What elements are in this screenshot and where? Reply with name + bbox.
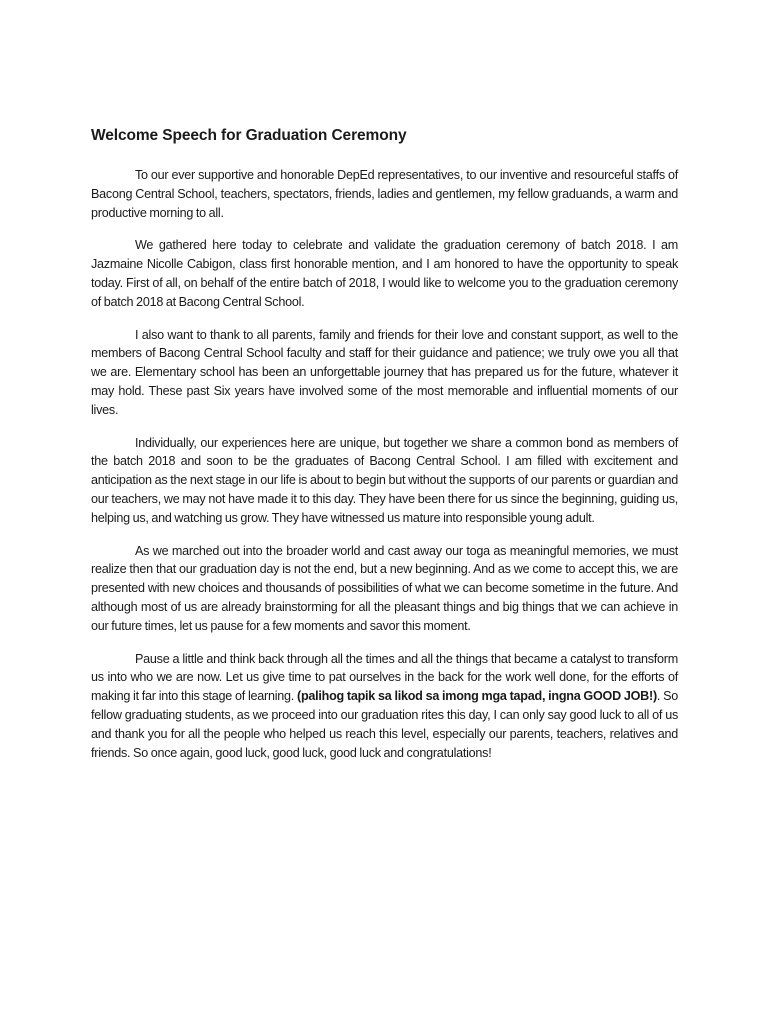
paragraph-closing [91, 650, 678, 763]
document-content [91, 126, 678, 776]
paragraph-new-beginning: As we marched out into the broader world and cast away our toga as meaningful memories, we must realize then that our graduation day is not the end, but a new beginning. And as we come to accept this, we are presented with new choices and thousands of possibilities of what we can become sometime in the future. And although most of us are already brainstorming for all the pleasant things and big things that we can achieve in our future times, let us pause for a few moments and savor this moment. [91, 543, 678, 633]
closing-bold-phrase: (palihog tapik sa likod sa imong mga tapad, ingna GOOD JOB!) [297, 689, 657, 704]
paragraph-greeting: To our ever supportive and honorable DepEd representatives, to our inventive and resourceful staffs of Bacong Central School, teachers, spectators, friends, ladies and gentlemen, my fellow graduands, a warm and productive morning to all. [91, 168, 678, 220]
paragraph-introduction: We gathered here today to celebrate and validate the graduation ceremony of batch 2018. I am Jazmaine Nicolle Cabigon, class first honorable mention, and I am honored to have the opportunity to speak today. First of all, on behalf of the entire batch of 2018, I would like to welcome you to the graduation ceremony of batch 2018 at Bacong Central School. [91, 238, 678, 309]
closing-text-start: Pause a little and think back through all the times and all the things that became a catalyst to transform us into who we are now. Let us give time to pat ourselves in the back for the work well done, for the efforts of making it far into this stage of learning. [91, 651, 678, 704]
paragraph-thanks: I also want to thank to all parents, family and friends for their love and constant support, as well to the members of Bacong Central School faculty and staff for their guidance and patience; we truly owe you all that we are. Elementary school has been an unforgettable journey that has prepared us for the future, whatever it may hold. These past Six years have involved some of the most memorable and influential moments of our lives. [91, 327, 678, 417]
document-title: Welcome Speech for Graduation Ceremony [91, 127, 407, 144]
paragraph-experiences: Individually, our experiences here are unique, but together we share a common bond as members of the batch 2018 and soon to be the graduates of Bacong Central School. I am filled with excitement and anticipation as the next stage in our life is about to begin but without the supports of our parents or guardian and our teachers, we may not have made it to this day. They have been there for us since the beginning, guiding us, helping us, and watching us grow. They have witnessed us mature into responsible young adult. [91, 435, 678, 525]
closing-text-end: . So fellow graduating students, as we proceed into our graduation rites this day, I can only say good luck to all of us and thank you for all the people who helped us reach this level, especially our parents, teachers, relatives and friends. So once again, good luck, good luck, good luck and congratulations! [91, 689, 679, 760]
